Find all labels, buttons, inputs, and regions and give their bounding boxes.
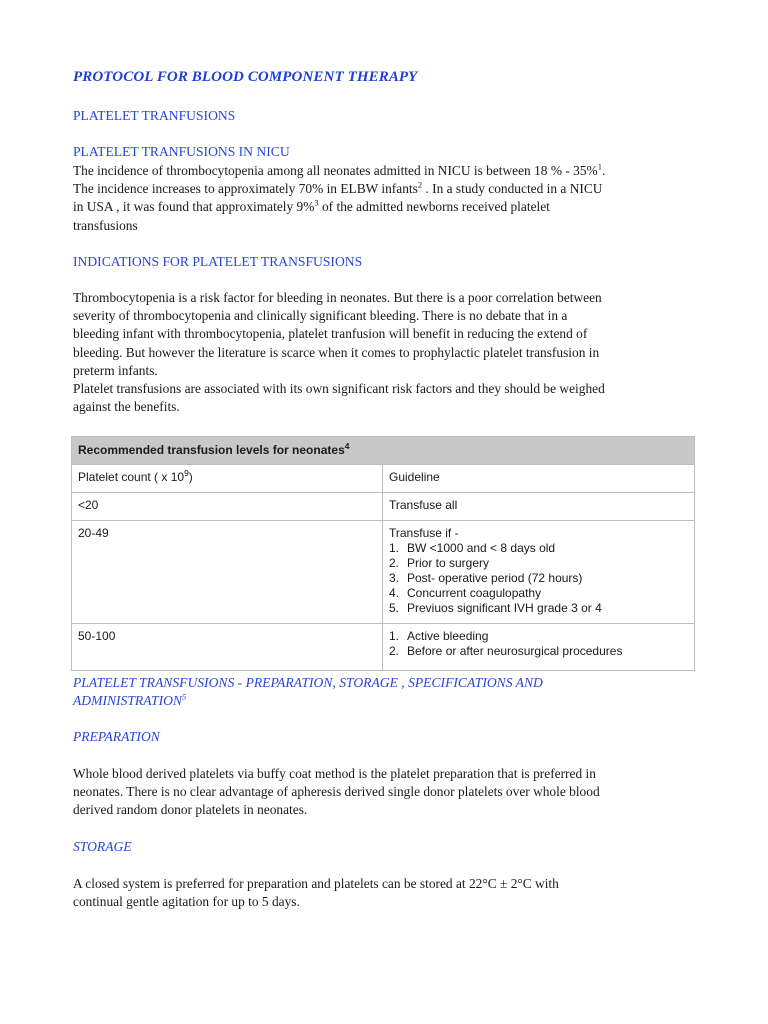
section-heading-platelet-transfusions: PLATELET TRANFUSIONS [73,108,236,123]
platelet-count-cell: 50-100 [72,624,383,671]
citation-3: 3 [314,197,319,208]
section-heading-preparation: PREPARATION [73,729,160,744]
citation-2: 2 [417,179,423,190]
guideline-cell: Transfuse all [383,493,695,521]
list-item: 1. BW <1000 and < 8 days old [389,541,556,555]
column-header-guideline: Guideline [383,465,695,493]
platelet-count-cell: <20 [72,493,383,521]
column-header-platelet-count: Platelet count ( x $10^9$) [72,465,383,493]
guideline-cell: Transfuse if - 1. BW <1000 and < 8 days old 2. Prior to surgery 3. Post- operative period (72 hours) 4. Concurrent coagulopathy 5. Previuos significant IVH grade 3 or 4 [383,521,695,624]
guideline-cell [383,624,695,671]
list-item: 1. Active bleeding [389,629,489,643]
list-item: 5. Previuos significant IVH grade 3 or 4 [389,601,602,615]
transfusion-levels-table [71,436,695,671]
section-heading-nicu: PLATELET TRANFUSIONS IN NICU [73,144,290,159]
guideline-list [389,629,688,659]
list-item: 3. Post- operative period (72 hours) [389,571,583,585]
citation-1: 1 [597,161,602,172]
guideline-list [389,541,688,616]
table-row [72,493,695,521]
section-heading-preparation-storage: PLATELET TRANSFUSIONS - PREPARATION, STORAGE , SPECIFICATIONS AND ADMINISTRATION$^5$ [73,675,543,709]
section-heading-indications: INDICATIONS FOR PLATELET TRANSFUSIONS [73,254,363,269]
table-row [72,624,695,671]
platelet-count-cell: 20-49 [72,521,383,624]
table-caption: Recommended transfusion levels for neonates$^4$ [72,437,695,465]
nicu-paragraph: The incidence of thrombocytopenia among all neonates admitted in NICU is between 18 % - 35%$^1$. The incidence increases to approximately 70% in ELBW infants$^2$ . In a study conducted in a NICU in USA , it was found that approximately 9%$^3$ of the admitted newborns received platelet transfusions [73,161,606,233]
list-item: 4. Concurrent coagulopathy [389,586,542,600]
table-header-row [72,465,695,493]
preparation-paragraph: Whole blood derived platelets via buffy coat method is the platelet preparation that is preferred in neonates. There is no clear advantage of apheresis derived single donor platelets over whole blood derived random donor platelets in neonates. [73,766,600,818]
list-item: 2. Prior to surgery [389,556,490,570]
section-heading-storage: STORAGE [73,839,132,854]
storage-paragraph: A closed system is preferred for preparation and platelets can be stored at 22°C ± 2°C with continual gentle agitation for up to 5 days. [73,876,559,910]
list-item: 2. Before or after neurosurgical procedures [389,644,623,658]
indications-paragraph: Thrombocytopenia is a risk factor for bleeding in neonates. But there is a poor correlation between severity of thrombocytopenia and clinically significant bleeding. There is no debate that in a bleeding infant with thrombocytopenia, platelet tranfusion will benefit in reducing the extend of bleeding. But however the literature is scarce when it comes to prophylactic platelet transfusion in preterm infants. Platelet transfusions are associated with its own significant risk factors and they should be weighed against the benefits. [73,290,605,415]
document-title: PROTOCOL FOR BLOOD COMPONENT THERAPY [73,69,418,85]
table-row [72,521,695,624]
